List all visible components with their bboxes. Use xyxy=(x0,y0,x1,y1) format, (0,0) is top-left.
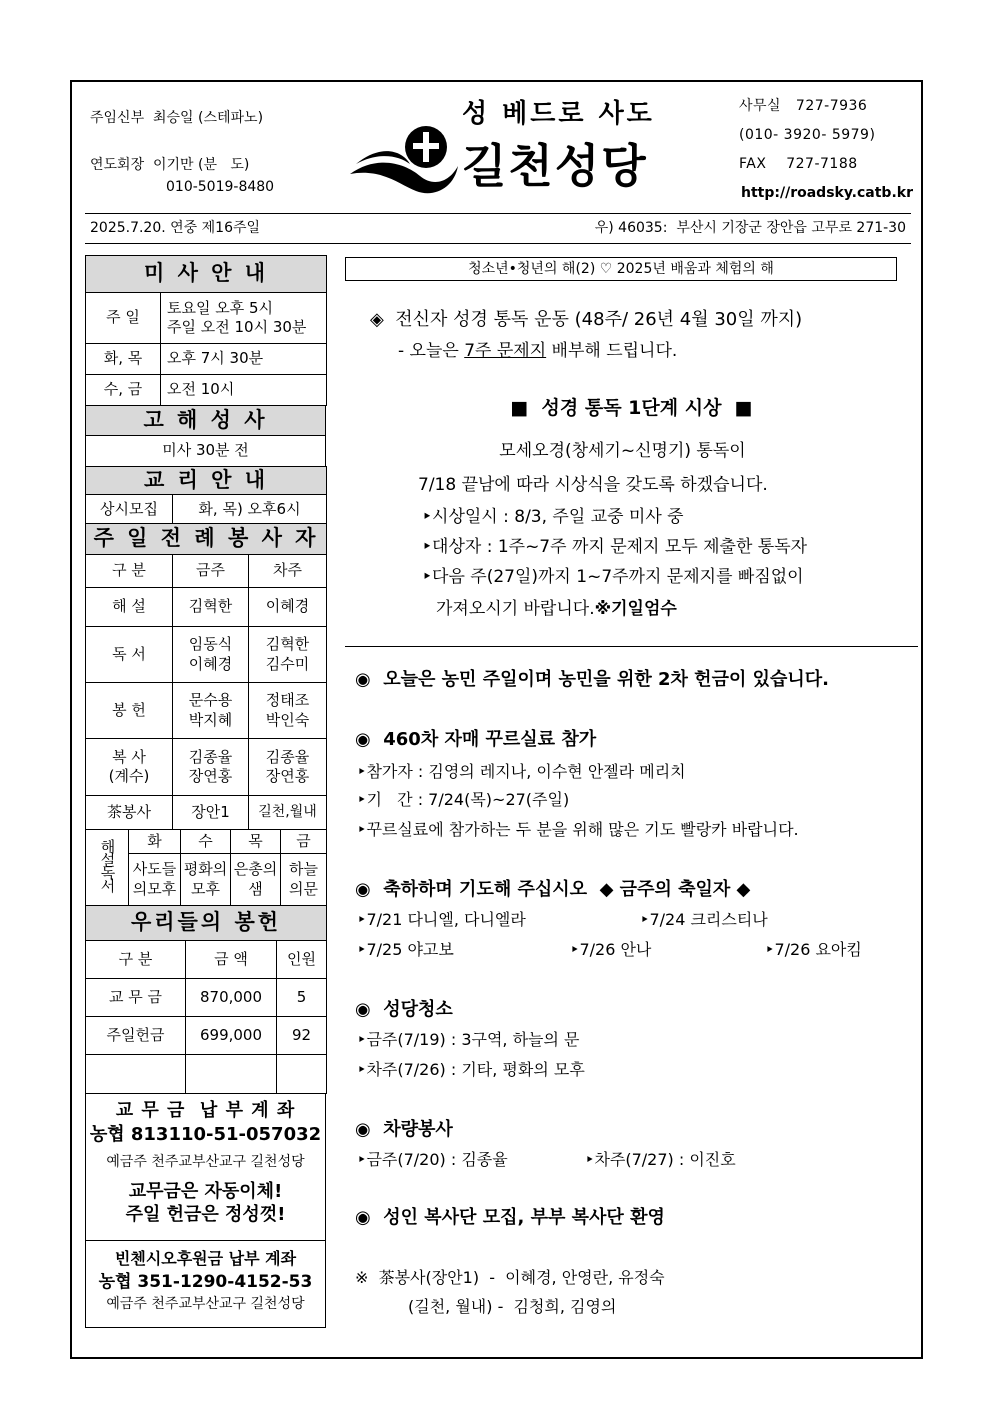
group-name: 모후 xyxy=(191,879,220,898)
main-column xyxy=(345,250,921,1350)
award-heading: ■ 성경 통독 1단계 시상 ■ xyxy=(510,397,753,419)
server-role: 茶봉사 xyxy=(86,796,173,830)
section-divider xyxy=(345,646,918,647)
server-next-week xyxy=(249,683,327,739)
server-name: 김종율 xyxy=(188,747,233,766)
cleaning-line: ‣금주(7/19) : 3구역, 하늘의 문 xyxy=(357,1030,580,1049)
cursillo-heading: ◉ 460차 자매 꾸르실료 참가 xyxy=(355,729,597,750)
tithe-account-box xyxy=(85,1093,326,1241)
mass-day: 수, 금 xyxy=(86,375,161,406)
vincent-account-holder: 예금주 천주교부산교구 길천성당 xyxy=(106,1296,305,1312)
president-phone: 010-5019-8480 xyxy=(166,179,275,195)
group-name: 평화의 xyxy=(183,860,228,878)
cleaning-line: ‣차주(7/26) : 기타, 평화의 모후 xyxy=(357,1060,585,1079)
server-next-week: 이혜경 xyxy=(249,588,327,627)
offering-amount: 870,000 xyxy=(186,979,277,1017)
vincent-account-number: 농협 351-1290-4152-53 xyxy=(98,1272,313,1292)
feast-item: ‣7/26 요아킴 xyxy=(765,940,862,959)
bible-reading-note xyxy=(398,341,677,362)
server-name: 이혜경 xyxy=(188,654,233,673)
tithe-account-number: 농협 813110-51-057032 xyxy=(89,1124,322,1145)
servers-header: 구 분 xyxy=(86,555,173,588)
server-this-week xyxy=(173,627,249,683)
server-role: 봉 헌 xyxy=(86,683,173,739)
year-theme-banner: 청소년•청년의 해(2) ♡ 2025년 배움과 체험의 해 xyxy=(345,257,897,281)
cursillo-line: ‣참가자 : 김영의 레지나, 이수현 안젤라 메리치 xyxy=(357,762,686,781)
cursillo-line: ‣꾸르실료에 참가하는 두 분을 위해 많은 기도 빨랑카 바랍니다. xyxy=(357,820,799,839)
offering-count: 5 xyxy=(277,979,327,1017)
farmers-sunday-notice: ◉ 오늘은 농민 주일이며 농민을 위한 2차 헌금이 있습니다. xyxy=(355,669,830,690)
vincent-account-box xyxy=(85,1240,326,1328)
mass-time: 오전 10시 xyxy=(161,375,327,406)
mass-day: 화, 목 xyxy=(86,344,161,375)
group-name: 의모후 xyxy=(132,879,177,898)
offering-count: 92 xyxy=(277,1017,327,1055)
church-address: 우) 46035: 부산시 기장군 장안읍 고무로 271-30 xyxy=(594,220,906,236)
group-name: 하늘 xyxy=(289,860,318,878)
offering-header: 인원 xyxy=(277,941,327,979)
server-name: 박인숙 xyxy=(265,710,310,729)
offering-category: 주일헌금 xyxy=(86,1017,186,1055)
fax-number: FAX 727-7188 xyxy=(739,156,858,172)
server-name: 정태조 xyxy=(265,691,310,709)
subheader-divider xyxy=(85,243,911,244)
server-name: 문수용 xyxy=(188,691,233,709)
tea-service-line: (길천, 월내) - 김청희, 김영의 xyxy=(408,1297,617,1316)
feast-item: ‣7/25 야고보 xyxy=(357,940,454,959)
server-this-week xyxy=(173,683,249,739)
server-name: 김종율 xyxy=(265,747,310,766)
commentary-day: 금 xyxy=(281,830,327,854)
church-logo-icon xyxy=(348,124,460,198)
offering-header: 금 액 xyxy=(186,941,277,979)
servers-header: 금주 xyxy=(173,555,249,588)
feast-item: ‣7/21 다니엘, 다니엘라 xyxy=(357,910,526,929)
commentary-day: 목 xyxy=(231,830,281,854)
commentary-label: 해설독서 xyxy=(98,838,117,891)
mass-day: 주 일 xyxy=(86,293,161,344)
server-name: 박지혜 xyxy=(188,710,233,729)
commentary-group xyxy=(231,854,281,906)
catechism-time: 화, 목) 오후6시 xyxy=(173,495,327,524)
offering-empty-cell xyxy=(86,1055,186,1094)
pastor-info: 주임신부 최승일 (스테파노) xyxy=(90,110,264,126)
server-name: 임동식 xyxy=(188,635,233,653)
server-role-line: (계수) xyxy=(108,767,150,785)
bible-reading-heading: ◈ 전신자 성경 통독 운동 (48주/ 26년 4월 30일 까지) xyxy=(370,309,803,330)
commentary-table xyxy=(85,829,327,906)
driving-heading: ◉ 차량봉사 xyxy=(355,1119,453,1140)
catechism-title: 교 리 안 내 xyxy=(86,467,327,495)
commentary-day: 수 xyxy=(181,830,231,854)
offering-empty-cell xyxy=(186,1055,277,1094)
commentary-group xyxy=(129,854,181,906)
tithe-note-auto: 교무금은 자동이체! xyxy=(128,1181,283,1202)
confession-table xyxy=(85,405,326,467)
tithe-account-holder: 예금주 천주교부산교구 길천성당 xyxy=(106,1154,305,1170)
mass-schedule-table xyxy=(85,255,327,406)
office-phone: 사무실 727-7936 xyxy=(739,98,868,114)
server-next-week: 길천,월내 xyxy=(249,796,327,830)
award-bullet: ‣대상자 : 1주~7주 까지 문제지 모두 제출한 통독자 xyxy=(422,537,808,557)
commentary-day: 화 xyxy=(129,830,181,854)
offering-title: 우리들의 봉헌 xyxy=(86,906,327,941)
server-next-week xyxy=(249,739,327,796)
award-line2: 7/18 끝남에 따라 시상식을 갖도록 하겠습니다. xyxy=(418,475,768,495)
servers-header: 차주 xyxy=(249,555,327,588)
server-role: 독 서 xyxy=(86,627,173,683)
server-this-week: 장안1 xyxy=(173,796,249,830)
confession-text: 미사 30분 전 xyxy=(86,436,326,467)
group-name: 의문 xyxy=(289,879,318,898)
commentary-label-cell xyxy=(86,830,129,906)
tithe-note-sincere: 주일 헌금은 정성껏! xyxy=(125,1204,286,1225)
cursillo-line: ‣기 간 : 7/24(목)~27(주일) xyxy=(357,790,570,809)
mass-time: 주일 오전 10시 30분 xyxy=(167,318,307,336)
group-name: 샘 xyxy=(248,879,263,898)
award-bullet: ‣시상일시 : 8/3, 주일 교중 미사 중 xyxy=(422,507,684,527)
award-bullet: ‣다음 주(27일)까지 1~7주까지 문제지를 빠짐없이 xyxy=(422,567,804,587)
group-name: 사도들 xyxy=(132,860,177,878)
server-this-week: 김혁한 xyxy=(173,588,249,627)
altar-servers-notice: ◉ 성인 복사단 모집, 부부 복사단 환영 xyxy=(355,1207,665,1228)
bulletin-date: 2025.7.20. 연중 제16주일 xyxy=(90,220,261,236)
offering-table xyxy=(85,905,327,1094)
note-suffix: 배부해 드립니다. xyxy=(546,341,678,361)
server-next-week xyxy=(249,627,327,683)
office-mobile: (010- 3920- 5979) xyxy=(739,127,876,143)
closing-deadline: ※기일엄수 xyxy=(594,599,677,619)
commentary-group xyxy=(281,854,327,906)
server-role xyxy=(86,739,173,796)
mass-times xyxy=(161,293,327,344)
mass-time: 토요일 오후 5시 xyxy=(167,298,274,317)
mass-schedule-title: 미 사 안 내 xyxy=(86,256,327,293)
header-divider xyxy=(85,213,911,214)
server-name: 김혁한 xyxy=(265,635,310,653)
patron-title: 성 베드로 사도 xyxy=(462,99,655,129)
tithe-account-title: 교 무 금 납 부 계 좌 xyxy=(115,1100,296,1121)
tea-service-line: ※ 茶봉사(장안1) - 이혜경, 안영란, 유정숙 xyxy=(355,1268,665,1287)
catechism-table xyxy=(85,466,327,524)
server-role-line: 복 사 xyxy=(112,747,146,766)
cleaning-heading: ◉ 성당청소 xyxy=(355,999,453,1020)
catechism-label: 상시모집 xyxy=(86,495,173,524)
server-name: 장연홍 xyxy=(188,767,233,785)
church-name: 길천성당 xyxy=(462,139,648,193)
offering-header: 구 분 xyxy=(86,941,186,979)
note-underlined: 7주 문제지 xyxy=(464,341,547,361)
confession-title: 고 해 성 사 xyxy=(86,406,326,436)
website-link: http://roadsky.catb.kr xyxy=(741,185,913,201)
president-info: 연도회장 이기만 (분 도) xyxy=(90,157,250,173)
closing-text: 가져오시기 바랍니다. xyxy=(436,599,595,619)
server-name: 김수미 xyxy=(265,654,310,673)
driving-item: ‣차주(7/27) : 이진호 xyxy=(585,1150,736,1169)
feast-item: ‣7/24 크리스티나 xyxy=(640,910,768,929)
award-closing xyxy=(436,599,677,620)
server-role: 해 설 xyxy=(86,588,173,627)
servers-table xyxy=(85,523,327,830)
offering-category: 교 무 금 xyxy=(86,979,186,1017)
note-prefix: - 오늘은 xyxy=(398,341,465,361)
offering-empty-cell xyxy=(277,1055,327,1094)
feasts-heading: ◉ 축하하며 기도해 주십시오 ◆ 금주의 축일자 ◆ xyxy=(355,879,751,900)
feast-item: ‣7/26 안나 xyxy=(570,940,652,959)
group-name: 은총의 xyxy=(233,860,278,878)
offering-amount: 699,000 xyxy=(186,1017,277,1055)
servers-title: 주 일 전 례 봉 사 자 xyxy=(86,524,327,555)
driving-item: ‣금주(7/20) : 김종율 xyxy=(357,1150,508,1169)
server-this-week xyxy=(173,739,249,796)
server-name: 장연홍 xyxy=(265,767,310,785)
award-line1: 모세오경(창세기~신명기) 통독이 xyxy=(499,441,746,461)
mass-time: 오후 7시 30분 xyxy=(161,344,327,375)
commentary-group xyxy=(181,854,231,906)
vincent-account-title: 빈첸시오후원금 납부 계좌 xyxy=(114,1249,297,1268)
